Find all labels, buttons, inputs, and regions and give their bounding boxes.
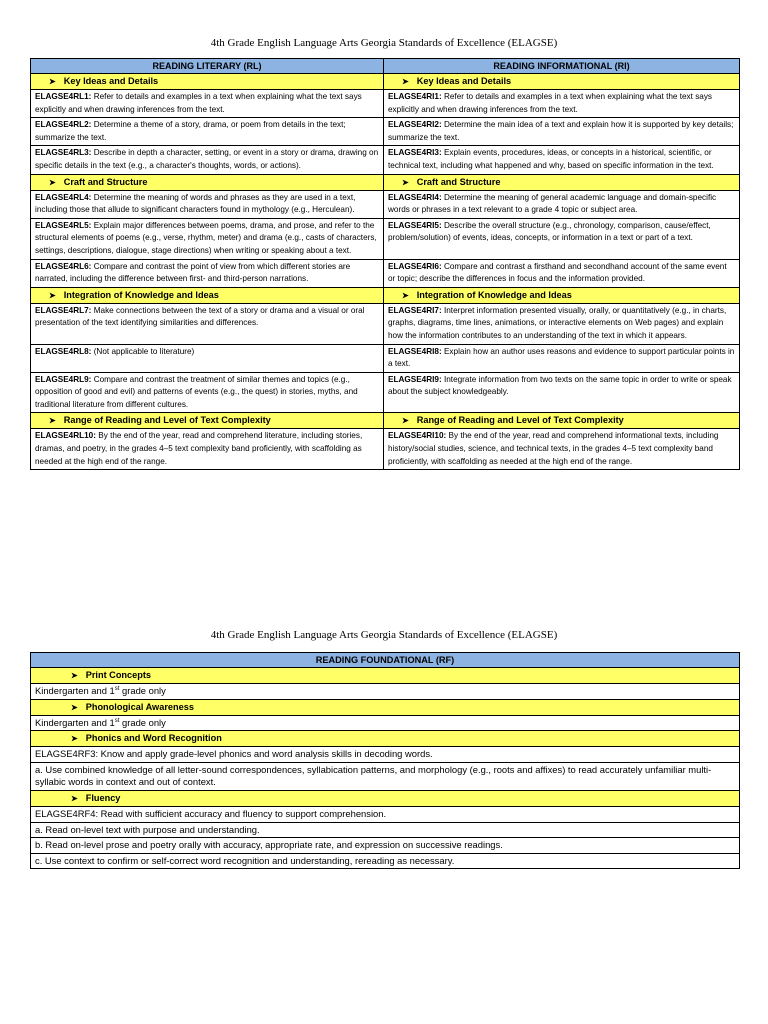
arrow-bullet-icon: ➤ [402,177,409,187]
standard-cell-literary [31,429,384,470]
table-row [31,344,740,372]
standard-text: Determine the meaning of general academic language and domain-specific words or phrases in a text relevant to a grade 4 topic or subject area. [388,192,717,215]
standard-code: ELAGSE4RI4: [388,192,442,202]
standard-text: Compare and contrast the treatment of similar themes and topics (e.g., opposition of good and evil) and patterns of events (e.g., the quest) in stories, myths, and traditional literature from different cultures. [35,374,358,409]
standard-rf4-a: a. Read on-level text with purpose and understanding. [31,822,740,838]
standard-text: Refer to details and examples in a text when explaining what the text says explicitly and when drawing inferences from the text. [35,92,362,114]
grade-note-superscript: st [114,686,120,692]
standard-cell-informational [384,372,740,413]
section-heading-label: Integration of Knowledge and Ideas [416,289,572,300]
standard-code: ELAGSE4RL7: [35,305,92,315]
standard-code: ELAGSE4RL4: [35,192,92,202]
arrow-bullet-icon: ➤ [402,77,409,86]
section-heading-label: Print Concepts [85,670,152,680]
grade-note [31,684,740,700]
section-heading-literary [31,287,384,303]
section-heading-informational [384,287,740,303]
arrow-bullet-icon: ➤ [402,290,409,300]
table-row [31,762,740,790]
standard-rf4-c: c. Use context to confirm or self-correct word recognition and understanding, rereading as necessary. [31,853,740,869]
standard-rf4-b: b. Read on-level prose and poetry orally with accuracy, appropriate rate, and expression on successive readings. [31,838,740,854]
standard-code: ELAGSE4RI1: [388,92,442,101]
standard-text: (Not applicable to literature) [91,346,195,356]
standard-cell-literary [31,372,384,413]
standard-cell-literary [31,218,384,259]
standard-cell-informational [384,303,740,344]
standard-cell-literary [31,90,384,118]
page-title-1: 4th Grade English Language Arts Georgia Standards of Excellence (ELAGSE) [210,37,558,49]
arrow-bullet-icon: ➤ [49,416,56,426]
section-heading-row [31,790,740,806]
standard-cell-informational [384,146,740,174]
standard-text: Compare and contrast the point of view from which different stories are narrated, including the difference between first- and third-person narrations. [35,261,351,284]
table-header-row [31,653,740,668]
standard-cell-literary [31,190,384,218]
section-heading-literary [31,74,384,90]
section-heading-print-concepts [31,668,740,684]
section-heading-label: Phonics and Word Recognition [85,733,222,744]
arrow-bullet-icon: ➤ [71,793,78,803]
standard-rf4: ELAGSE4RF4: Read with sufficient accuracy and fluency to support comprehension. [31,806,740,822]
table-row [31,118,740,146]
table-row [31,684,740,700]
standard-text: Determine the main idea of a text and explain how it is supported by key details; summarize the text. [388,120,734,142]
section-heading-label: Craft and Structure [416,176,501,187]
grade-note [31,715,740,731]
section-heading-label: Craft and Structure [63,176,148,187]
table-row [31,853,740,869]
standard-code: ELAGSE4RL1: [35,92,92,101]
standard-cell-informational [384,118,740,146]
table-row [31,747,740,763]
section-heading-literary [31,174,384,190]
standard-code: ELAGSE4RL6: [35,261,92,271]
table-row [31,715,740,731]
section-heading-informational [384,74,740,90]
standards-table-foundational [30,652,740,869]
standard-text: Describe in depth a character, setting, or event in a story or drama, drawing on specific details in the text (e.g., a character's thoughts, words, or actions). [35,148,379,170]
standard-cell-informational [384,218,740,259]
standard-code: ELAGSE4RI9: [388,374,442,384]
arrow-bullet-icon: ➤ [71,734,78,744]
standard-rf3-a: a. Use combined knowledge of all letter-sound correspondences, syllabication patterns, and morphology (e.g., roots and affixes) to read accurately unfamiliar multi-syllabic words in context and out of context. [31,762,740,790]
standard-cell-literary [31,344,384,372]
grade-note-text: Kindergarten and 1 [35,685,115,696]
arrow-bullet-icon: ➤ [71,702,78,712]
table-row [31,822,740,838]
section-heading-informational [384,413,740,429]
table-row [31,806,740,822]
grade-note-text: grade only [119,685,166,696]
table-row [31,146,740,174]
section-heading-phonological-awareness [31,699,740,715]
arrow-bullet-icon: ➤ [71,671,78,680]
standard-rf3: ELAGSE4RF3: Know and apply grade-level phonics and word analysis skills in decoding words. [31,747,740,763]
standard-text: Explain how an author uses reasons and evidence to support particular points in a text. [388,346,735,369]
standard-code: ELAGSE4RL9: [35,374,92,384]
column-header-informational: READING INFORMATIONAL (RI) [384,59,740,74]
standard-cell-literary [31,259,384,287]
standard-cell-informational [384,259,740,287]
standard-cell-informational [384,190,740,218]
section-heading-row [31,174,740,190]
column-header-foundational: READING FOUNDATIONAL (RF) [31,653,740,668]
standard-code: ELAGSE4RL2: [35,120,92,130]
standard-text: By the end of the year, read and comprehend informational texts, including history/social studies, science, and technical texts, in the grades 4–5 text complexity band proficiently, with scaffolding as needed at the high end of the range. [388,431,719,466]
arrow-bullet-icon: ➤ [49,177,56,187]
page-title-2: 4th Grade English Language Arts Georgia Standards of Excellence (ELAGSE) [210,629,558,641]
grade-note-text: grade only [119,716,166,728]
table-row [31,190,740,218]
standard-code: ELAGSE4RL3: [35,148,92,158]
section-heading-label: Integration of Knowledge and Ideas [63,289,219,300]
standard-code: ELAGSE4RI8: [388,346,442,356]
standard-cell-informational [384,429,740,470]
arrow-bullet-icon: ➤ [49,77,56,86]
section-heading-row [31,668,740,684]
arrow-bullet-icon: ➤ [49,290,56,300]
standard-text: Compare and contrast a firsthand and secondhand account of the same event or topic; describe the differences in focus and the information provided. [388,261,727,284]
standard-code: ELAGSE4RI3: [388,148,442,158]
standard-text: By the end of the year, read and comprehend literature, including stories, dramas, and poetry, in the grades 4–5 text complexity band proficiently, with scaffolding as needed at the high end of the range. [35,431,363,466]
standard-text: Explain major differences between poems, drama, and prose, and refer to the structural elements of poems (e.g., verse, rhythm, meter) and drama (e.g., casts of characters, settings, descriptions, dialogue, stage directions) when writing or speaking about a text. [35,220,377,255]
grade-note-superscript: st [114,717,120,724]
standard-code: ELAGSE4RL10: [35,431,96,441]
standard-text: Determine a theme of a story, drama, or poem from details in the text; summarize the text. [35,120,346,142]
section-heading-phonics [31,731,740,747]
standard-cell-literary [31,146,384,174]
standard-code: ELAGSE4RL5: [35,220,92,230]
standard-text: Interpret information presented visually, orally, or quantitatively (e.g., in charts, graphs, diagrams, time lines, animations, or interactive elements on Web pages) and explain how the information contributes to an understanding of the text in which it appears. [388,305,727,340]
column-header-literary: READING LITERARY (RL) [31,59,384,74]
section-heading-label: Key Ideas and Details [63,76,159,86]
standard-text: Explain events, procedures, ideas, or concepts in a historical, scientific, or technical text, including what happened and why, based on specific information in the text. [388,148,714,170]
standard-code: ELAGSE4RL8: [35,346,92,356]
standard-cell-informational [384,90,740,118]
standard-code: ELAGSE4RI5: [388,220,442,230]
standard-code: ELAGSE4RI6: [388,261,442,271]
section-heading-row [31,413,740,429]
standard-text: Integrate information from two texts on the same topic in order to write or speak about the subject knowledgeably. [388,374,732,397]
standards-table-literary-informational [30,58,740,470]
standard-text: Make connections between the text of a story or drama and a visual or oral presentation of the text identifying similarities and differences. [35,305,365,328]
section-heading-label: Fluency [85,792,121,803]
section-heading-row [31,699,740,715]
standard-code: ELAGSE4RI2: [388,120,442,130]
standard-code: ELAGSE4RI10: [388,431,447,441]
standard-text: Determine the meaning of words and phrases as they are used in a text, including those that allude to significant characters found in mythology (e.g., Herculean). [35,192,356,215]
section-heading-label: Phonological Awareness [85,701,194,712]
section-heading-label: Range of Reading and Level of Text Complexity [63,415,271,426]
table-row [31,218,740,259]
section-heading-row [31,74,740,90]
table-row [31,838,740,854]
section-heading-literary [31,413,384,429]
table-row [31,429,740,470]
table-row [31,259,740,287]
section-heading-row [31,287,740,303]
section-heading-label: Key Ideas and Details [416,76,512,86]
table-header-row [31,59,740,74]
section-heading-fluency [31,790,740,806]
arrow-bullet-icon: ➤ [402,416,409,426]
table-row [31,372,740,413]
standard-code: ELAGSE4RI7: [388,305,442,315]
section-heading-informational [384,174,740,190]
standard-cell-literary [31,303,384,344]
standard-cell-literary [31,118,384,146]
table-row [31,90,740,118]
grade-note-text: Kindergarten and 1 [35,716,115,728]
standard-text: Describe the overall structure (e.g., chronology, comparison, cause/effect, problem/solution) of events, ideas, concepts, or information in a text or part of a text. [388,220,711,243]
table-row [31,303,740,344]
section-heading-row [31,731,740,747]
standard-text: Refer to details and examples in a text when explaining what the text says explicitly and when drawing inferences from the text. [388,92,713,114]
section-heading-label: Range of Reading and Level of Text Complexity [416,415,624,426]
standard-cell-informational [384,344,740,372]
